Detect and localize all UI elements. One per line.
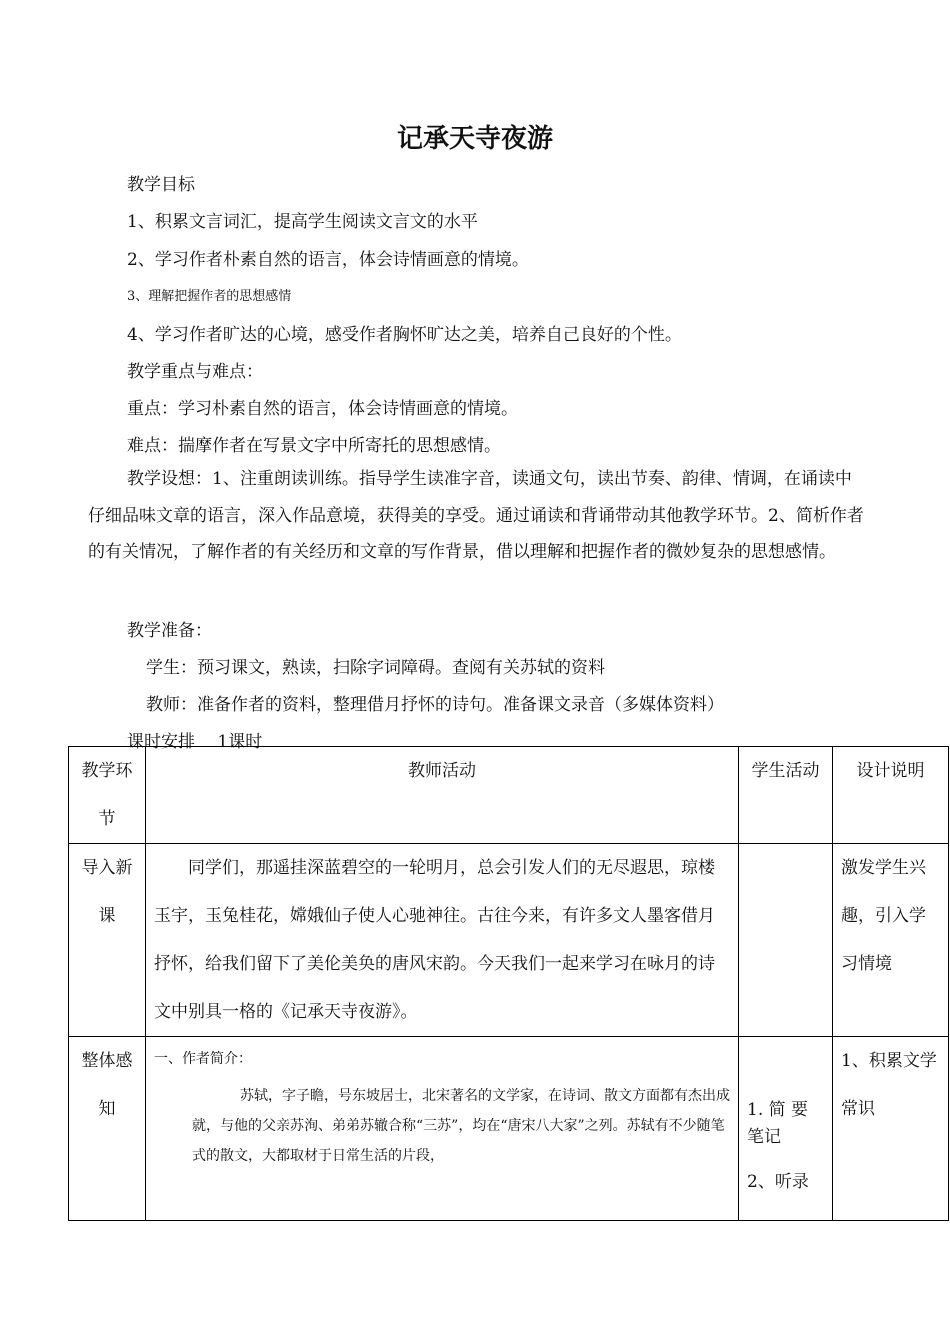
teacher-activity-cell: [146, 1037, 739, 1221]
key-point-focus: 重点：学习朴素自然的语言，体会诗情画意的情境。: [127, 399, 518, 419]
preparation-heading: 教学准备：: [127, 621, 212, 641]
key-points-heading: 教学重点与难点：: [127, 362, 263, 382]
objective-3: 3、理解把握作者的思想感情: [127, 289, 292, 304]
table-row: [69, 1037, 949, 1221]
preparation-teacher: 教师：准备作者的资料，整理借月抒怀的诗句。准备课文录音（多媒体资料）: [146, 695, 724, 715]
header-teacher-activity: 教师活动: [146, 747, 739, 844]
page-title: 记承天寺夜游: [396, 124, 553, 154]
student-activity-cell: [739, 1037, 833, 1221]
header-student-activity: 学生活动: [739, 747, 833, 844]
header-design-note: 设计说明: [833, 747, 949, 844]
schedule: 课时安排 1课时: [127, 732, 263, 752]
author-intro-heading: 一、作者简介：: [154, 1051, 252, 1067]
student-activity-2: 2、听录: [747, 1172, 809, 1192]
author-intro-text: 苏轼，字子瞻，号东坡居士，北宋著名的文学家，在诗词、散文方面都有杰出成就，与他的父亲苏洵、弟弟苏辙合称“三苏”，均在“唐宋八大家”之列。苏轼有不少随笔式的散文，大都取材于日常生活的片段，: [192, 1088, 730, 1164]
table-row: [69, 844, 949, 1037]
objective-1: 1、积累文言词汇，提高学生阅读文言文的水平: [127, 212, 478, 232]
student-activity-1: 1. 简 要 笔记: [747, 1100, 809, 1147]
key-point-difficulty: 难点：揣摩作者在写景文字中所寄托的思想感情。: [127, 436, 501, 456]
table-header-row: [69, 747, 949, 844]
objective-2: 2、学习作者朴素自然的语言，体会诗情画意的情境。: [127, 250, 529, 270]
stage-cell: 导入新课: [69, 844, 146, 1037]
objective-4: 4、学习作者旷达的心境，感受作者胸怀旷达之美，培养自己良好的个性。: [127, 325, 682, 345]
preparation-student: 学生：预习课文，熟读，扫除字词障碍。查阅有关苏轼的资料: [146, 658, 605, 678]
teaching-design: 教学设想：1、注重朗读训练。指导学生读准字音，读通文句，读出节奏、韵律、情调，在诵读中仔细品味文章的语言，深入作品意境，获得美的享受。通过诵读和背诵带动其他教学环节。2、简析作者的有关情况，了解作者的有关经历和文章的写作背景，借以理解和把握作者的微妙复杂的思想感情。: [88, 469, 864, 562]
header-stage: 教学环节: [69, 747, 146, 844]
lesson-plan-table: [68, 746, 949, 1221]
stage-cell: 整体感知: [69, 1037, 146, 1221]
objectives-heading: 教学目标: [127, 175, 195, 195]
student-activity-cell: [739, 844, 833, 1037]
design-note-cell: 激发学生兴趣，引入学习情境: [833, 844, 949, 1037]
design-note-cell: 1、积累文学常识: [833, 1037, 949, 1221]
teacher-activity-cell: 同学们，那遥挂深蓝碧空的一轮明月，总会引发人们的无尽遐思，琼楼玉宇，玉兔桂花，嫦娥仙子使人心驰神往。古往今来，有许多文人墨客借月抒怀，给我们留下了美伦美奂的唐风宋韵。今天我们一起来学习在咏月的诗文中别具一格的《记承天寺夜游》。: [146, 844, 739, 1037]
